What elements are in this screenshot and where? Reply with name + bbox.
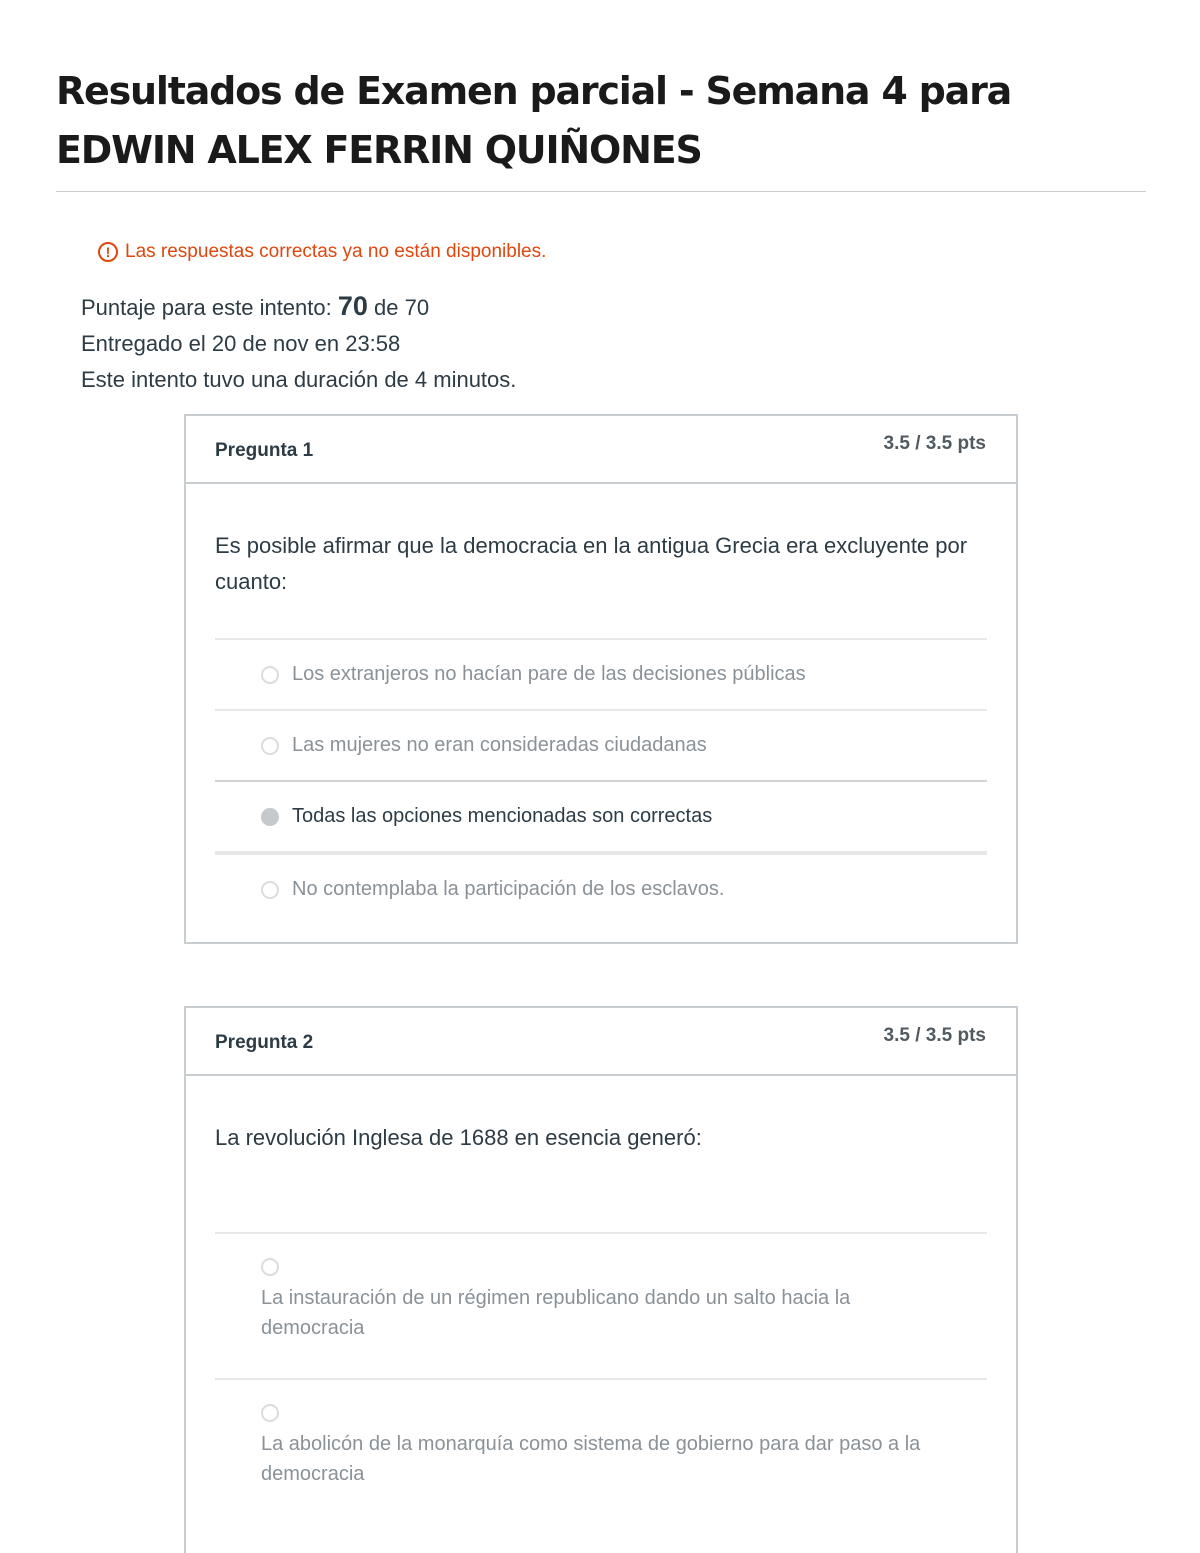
answer-text: La instauración de un régimen republicano dando un salto hacia la democracia [261, 1287, 851, 1339]
radio-unchecked-icon[interactable] [261, 1404, 279, 1422]
score-label: Puntaje para este intento: [81, 295, 332, 320]
answer-text: Todas las opciones mencionadas son correctas [292, 805, 713, 827]
notice-text: Las respuestas correctas ya no están disponibles. [125, 241, 547, 262]
answer-option[interactable] [215, 711, 987, 782]
submitted-date: Entregado el 20 de nov en 23:58 [81, 331, 401, 356]
page-title: Resultados de Examen parcial - Semana 4 para EDWIN ALEX FERRIN QUIÑONES [56, 69, 1012, 172]
question-card [184, 1006, 1018, 1553]
question-title: Pregunta 1 [215, 440, 314, 461]
score-total: de 70 [374, 295, 430, 320]
answer-option[interactable] [215, 1234, 987, 1380]
question-body [186, 484, 1016, 924]
answer-list [215, 638, 987, 924]
title-divider [56, 191, 1146, 192]
score-line [81, 288, 516, 326]
answer-text: Las mujeres no eran consideradas ciudadanas [292, 734, 707, 756]
answer-text: No contemplaba la participación de los esclavos. [292, 878, 725, 900]
answer-text: La abolicón de la monarquía como sistema de gobierno para dar paso a la democracia [261, 1433, 921, 1485]
question-points: 3.5 / 3.5 pts [883, 433, 986, 454]
answer-option[interactable] [215, 1380, 987, 1524]
radio-unchecked-icon[interactable] [261, 666, 279, 684]
question-body [186, 1076, 1016, 1524]
answer-text: Los extranjeros no hacían pare de las decisiones públicas [292, 663, 806, 685]
question-text: Es posible afirmar que la democracia en la antigua Grecia era excluyente por cuanto: [215, 533, 968, 594]
answer-option-selected[interactable] [215, 782, 987, 853]
radio-unchecked-icon[interactable] [261, 881, 279, 899]
question-text: La revolución Inglesa de 1688 en esencia generó: [215, 1125, 702, 1150]
question-points: 3.5 / 3.5 pts [883, 1025, 986, 1046]
attempt-summary [81, 288, 516, 398]
question-header [186, 1008, 1016, 1076]
answer-option[interactable] [215, 640, 987, 711]
alert-circle-icon: ! [98, 242, 118, 262]
score-value: 70 [337, 291, 368, 321]
question-header [186, 416, 1016, 484]
radio-checked-icon[interactable] [261, 808, 279, 826]
answer-list [215, 1232, 987, 1524]
question-card [184, 414, 1018, 944]
answer-option[interactable] [215, 853, 987, 924]
question-title: Pregunta 2 [215, 1032, 314, 1053]
radio-unchecked-icon[interactable] [261, 1258, 279, 1276]
attempt-duration: Este intento tuvo una duración de 4 minutos. [81, 367, 517, 392]
radio-unchecked-icon[interactable] [261, 737, 279, 755]
answers-unavailable-notice [96, 241, 546, 263]
